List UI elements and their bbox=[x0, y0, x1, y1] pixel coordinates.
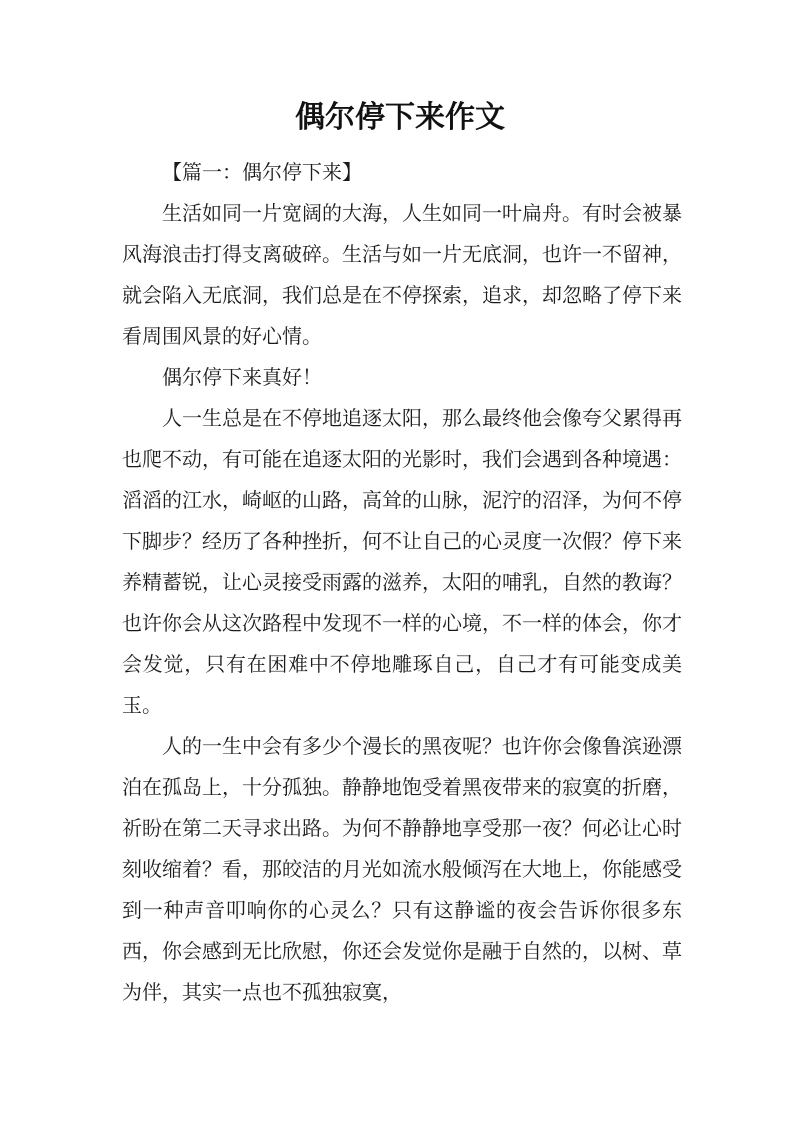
paragraph: 人一生总是在不停地追逐太阳，那么最终他会像夸父累得再也爬不动，有可能在追逐太阳的光影时，我们会遇到各种境遇：滔滔的江水，崎岖的山路，高耸的山脉，泥泞的沼泽，为何不停下脚步？经历了各种挫折，何不让自己的心灵度一次假？停下来养精蓄锐，让心灵接受雨露的滋养，太阳的哺乳，自然的教诲？也许你会从这次路程中发现不一样的心境，不一样的体会，你才会发觉，只有在困难中不停地雕琢自己，自己才有可能变成美玉。 bbox=[122, 406, 682, 717]
paragraph: 生活如同一片宽阔的大海，人生如同一叶扁舟。有时会被暴风海浪击打得支离破碎。生活与如一片无底洞，也许一不留神，就会陷入无底洞，我们总是在不停探索，追求，却忽略了停下来看周围风景的好心情。 bbox=[122, 201, 682, 348]
paragraph: 人的一生中会有多少个漫长的黑夜呢？也许你会像鲁滨逊漂泊在孤岛上，十分孤独。静静地饱受着黑夜带来的寂寞的折磨，祈盼在第二天寻求出路。为何不静静地享受那一夜？何必让心时刻收缩着？看，那皎洁的月光如流水般倾泻在大地上，你能感受到一种声音叩响你的心灵么？只有这静谧的夜会告诉你很多东西，你会感到无比欣慰，你还会发觉你是融于自然的，以树、草为伴，其实一点也不孤独寂寞， bbox=[122, 734, 682, 1004]
paragraph: 偶尔停下来真好！ bbox=[162, 365, 322, 389]
document-title: 偶尔停下来作文 bbox=[295, 100, 505, 135]
document-body bbox=[122, 152, 682, 1013]
section-heading: 【篇一：偶尔停下来】 bbox=[162, 160, 362, 184]
